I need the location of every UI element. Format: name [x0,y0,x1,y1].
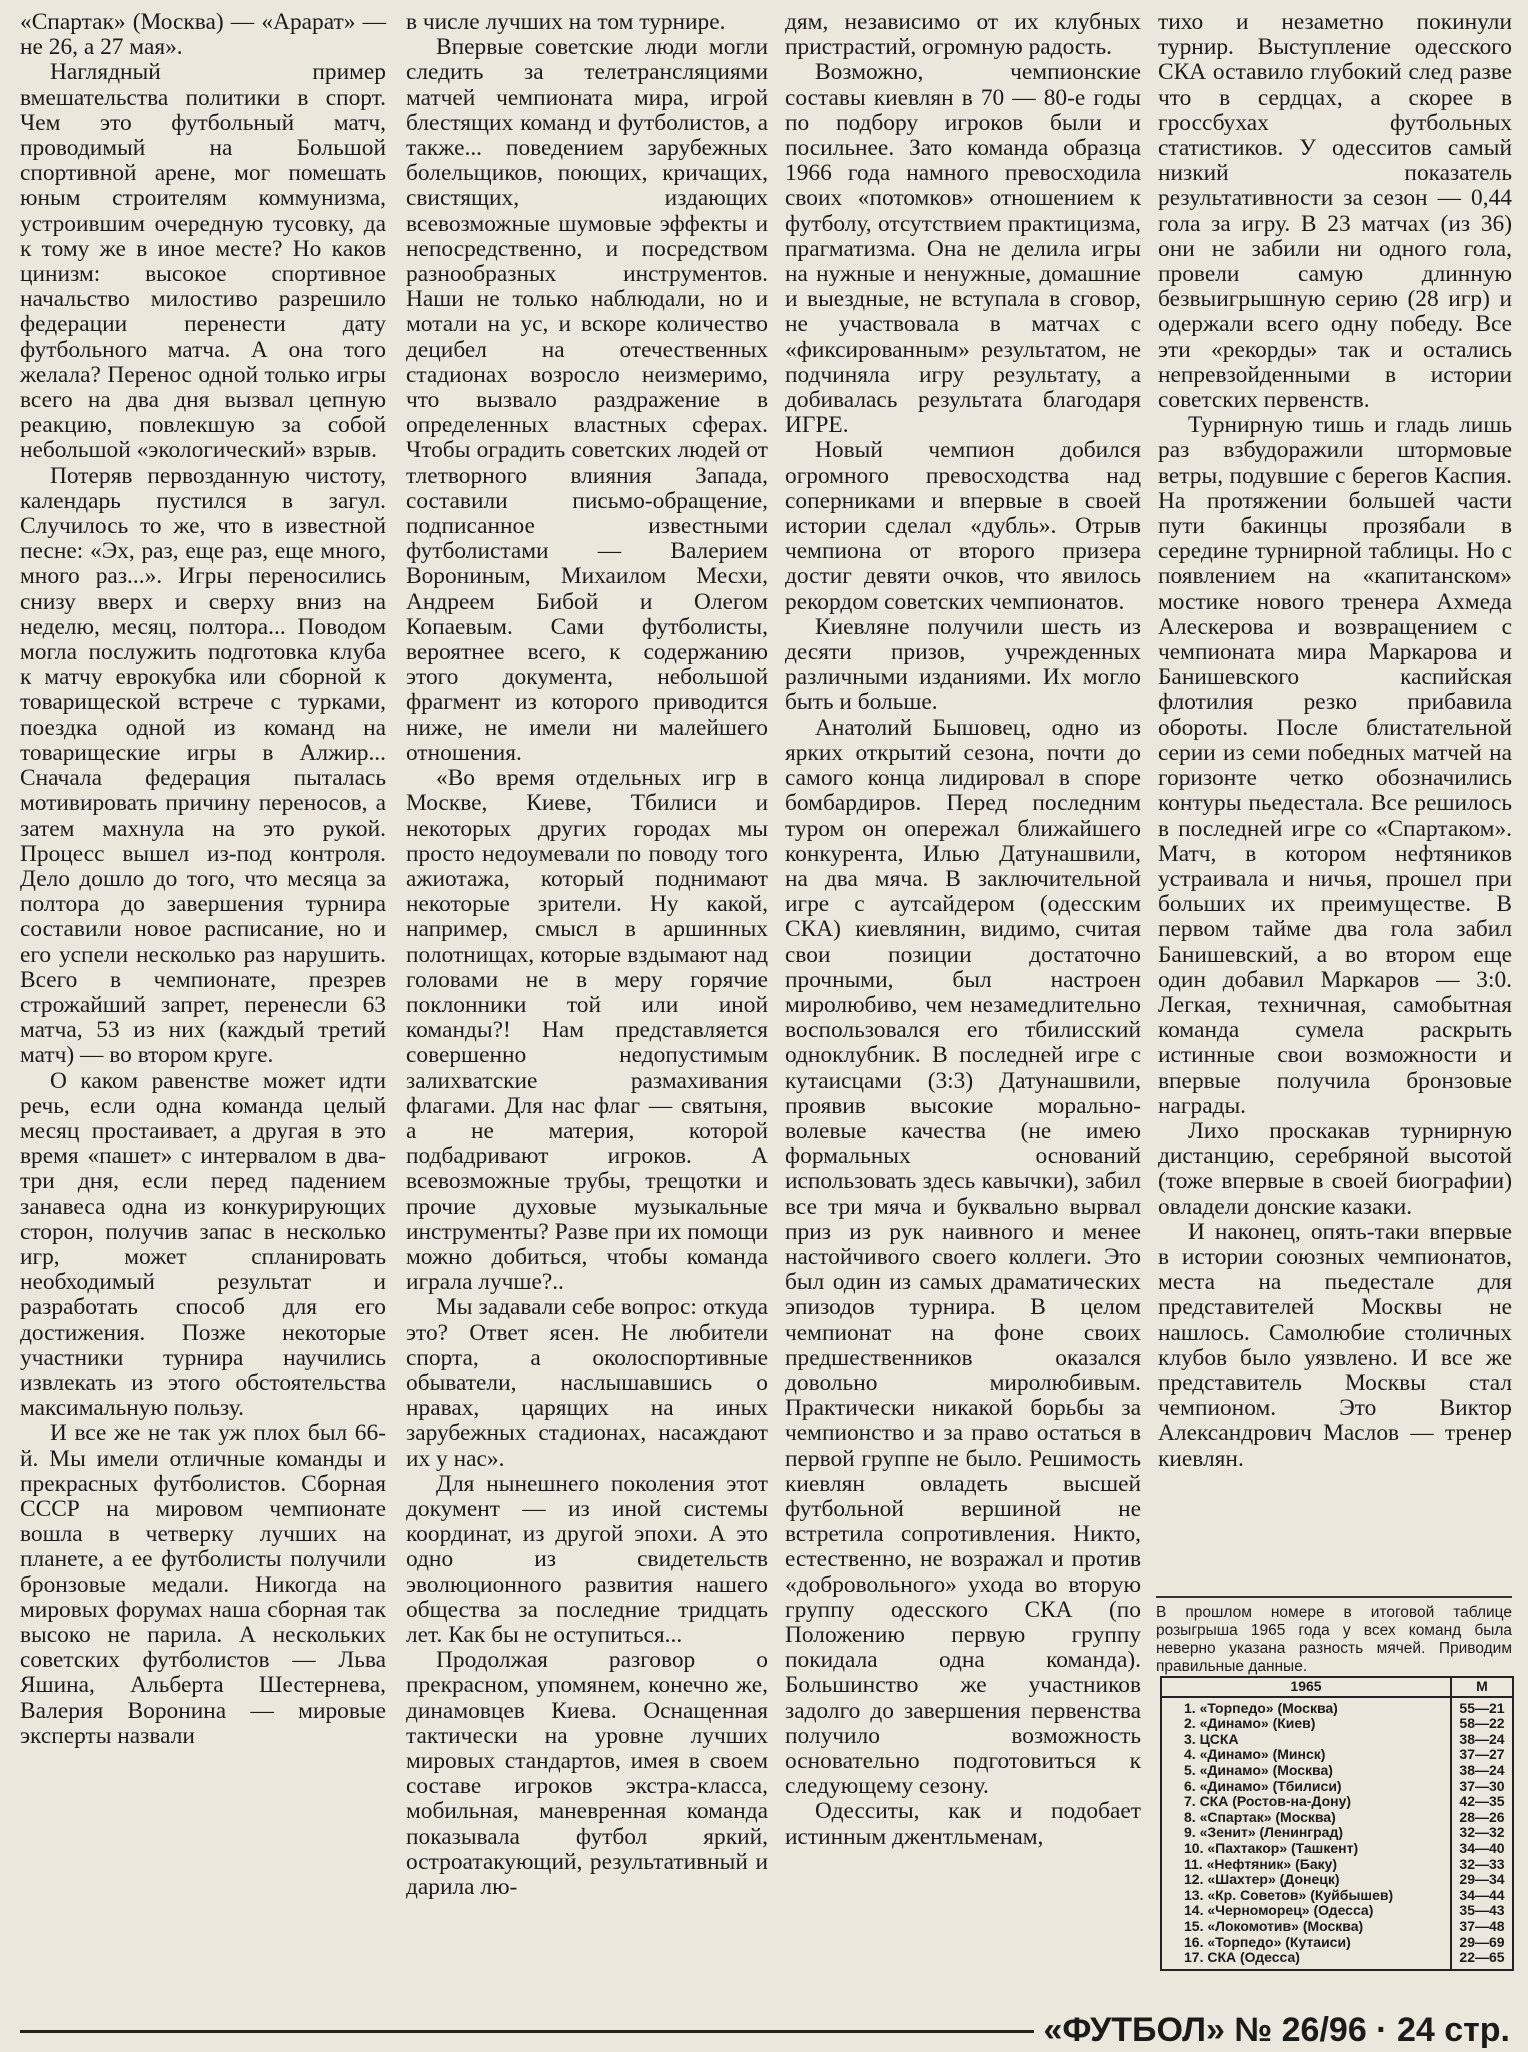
standings-goal-diff: 29—34 [1459,1871,1505,1888]
standings-goal-diff: 38—24 [1459,1761,1505,1778]
standings-team: 3. ЦСКА [1184,1730,1239,1747]
standings-goal-diff: 37—27 [1459,1746,1505,1763]
paragraph: Для нынешнего поколения этот документ — из иной системы координат, из другой эпохи. А это одно из свидетельств эволюционного развития нашего общества за последние тридцать лет. Как бы не оступиться... [406,1470,768,1648]
paragraph: Анатолий Бышовец, одно из ярких открытий сезона, почти до самого конца лидировал в споре бомбардиров. Перед последним туром он опережал ближайшего конкурента, Илью Датунашвили, на два мяча. В заключительной игре с аутсайдером (одесским СКА) киевлянин, видимо, считая свои позиции достаточно прочными, был настроен миролюбиво, чем незамедлительно воспользовался его тбилисский одноклубник. В последней игре с кутаисцами (3:3) Датунашвили, проявив высокие морально-волевые качества (не имею формальных оснований использовать здесь кавычки), забил все три мяча и буквально вырвал приз из рук наивного и менее настойчивого своего коллеги. Это был один из самых драматических эпизодов турнира. В целом чемпионат на фоне своих предшественников оказался довольно миролюбивым. Практически никакой борьбы за чемпионство и за право остаться в первой группе не было. Решимость киевлян овладеть высшей футбольной вершиной не встретила сопротивления. Никто, естественно, не возражал и против «добровольного» ухода во вторую группу одесского СКА (по Положению первую группу покидала одна команда). Большинство же участников задолго до завершения первенства получило возможность основательно подготовиться к следующему сезону. [785,714,1141,1800]
standings-goal-diff: 29—69 [1459,1933,1505,1950]
standings-team: 6. «Динамо» (Тбилиси) [1184,1777,1342,1794]
paragraph: Продолжая разговор о прекрасном, упомянем, конечно же, динамовцев Киева. Оснащенная тактически на уровне лучших мировых стандартов, имея в своем составе игроков экстра-класса, мобильная, маневренная команда показывала футбол яркий, остроатакующий, результативный и дарила лю- [406,1647,768,1901]
standings-team: 16. «Торпедо» (Кутаиси) [1184,1933,1351,1950]
standings-goal-diff: 22—65 [1459,1949,1505,1966]
standings-team: 1. «Торпедо» (Москва) [1184,1699,1338,1716]
standings-goal-diff: 55—21 [1459,1699,1505,1716]
standings-team: 13. «Кр. Советов» (Куйбышев) [1184,1886,1394,1903]
standings-teams [1162,1698,1452,1969]
standings-goal-diff: 38—24 [1459,1730,1505,1747]
standings-team: 14. «Черноморец» (Одесса) [1184,1902,1374,1919]
standings-goals [1452,1698,1512,1969]
standings-team: 10. «Пахтакор» (Ташкент) [1184,1839,1359,1856]
issue-footer: «ФУТБОЛ» № 26/96 · 24 стр. [1034,2010,1511,2050]
paragraph: «Во время отдельных игр в Москве, Киеве, Тбилиси и некоторых других городах мы просто недоумевали по поводу того ажиотажа, который поднимают некоторые зрители. Ну какой, например, смысл в аршинных полотнищах, которые вздымают над головами не в меру горячие поклонники той или иной команды?! Нам представляется совершенно недопустимым залихватские размахивания флагами. Для нас флаг — святыня, а не материя, которой подбадривают игроков. А всевозможные трубы, трещотки и прочие духовые музыкальные инструменты? Разве при их помощи можно добиться, чтобы команда играла лучше?.. [406,765,768,1296]
standings-team: 4. «Динамо» (Минск) [1184,1746,1326,1763]
standings-goal-diff: 34—44 [1459,1886,1505,1903]
standings-team: 2. «Динамо» (Киев) [1184,1715,1316,1732]
standings-year: 1965 [1162,1678,1452,1696]
text-column-3 [785,10,1141,1850]
paragraph: Турнирную тишь и гладь лишь раз взбудоражили штормовые ветры, подувшие с берегов Каспия. На протяжении большей части пути бакинцы прозябали в середине турнирной таблицы. Но с появлением на «капитанском» мостике нового тренера Ахмеда Алескерова и возвращением с чемпионата мира Маркарова и Банишевского каспийская флотилия резко прибавила обороты. После блистательной серии из семи победных матчей на горизонте четко обозначились контуры пьедестала. Все решилось в последней игре со «Спартаком». Матч, в котором нефтяников устраивала и ничья, прошел при больших их преимуществе. В первом тайме два гола забил Банишевский, а во втором еще один добавил Маркаров — 3:0. Легкая, техничная, самобытная команда сумела раскрыть истинные свои возможности и впервые получила бронзовые награды. [1158,412,1512,1119]
text-column-4 [1158,10,1512,1472]
standings-team: 5. «Динамо» (Москва) [1184,1761,1333,1778]
standings-goal-diff: 34—40 [1459,1839,1505,1856]
paragraph: Мы задавали себе вопрос: откуда это? Ответ ясен. Не любители спорта, а околоспортивные обыватели, наслышавшись о нравах, царящих на иных зарубежных стадионах, насаждают их у нас». [406,1294,768,1472]
text-column-2 [406,10,768,1900]
paragraph: «Спартак» (Москва) — «Арарат» — не 26, а 27 мая». [20,9,386,61]
footer-rule [20,2030,1040,2033]
paragraph: И все же не так уж плох был 66-й. Мы имели отличные команды и прекрасных футболистов. Сборная СССР на мировом чемпионате вошла в четверку лучших на планете, а ее футболисты получили бронзовые медали. Никогда на мировых форумах наша сборная так высоко не парила. А нескольких советских футболистов — Льва Яшина, Альберта Шестернева, Валерия Воронина — мировые эксперты назвали [20,1420,386,1749]
paragraph: Лихо проскакав турнирную дистанцию, серебряной высотой (тоже впервые в своей биографии) овладели донские казаки. [1158,1117,1512,1220]
standings-team: 17. СКА (Одесса) [1184,1949,1300,1966]
standings-goal-diff: 58—22 [1459,1715,1505,1732]
standings-goal-diff: 32—33 [1459,1855,1505,1872]
standings-team: 12. «Шахтер» (Донецк) [1184,1871,1340,1888]
standings-body [1162,1698,1512,1969]
paragraph: Потеряв первозданную чистоту, календарь пустился в загул. Случилось то же, что в известной песне: «Эх, раз, еще раз, еще много, много раз...». Игры переносились снизу вверх и сверху вниз на неделю, месяц, полтора... Поводом могла послужить подготовка клуба к матчу еврокубка или сборной к товарищеской встрече с турками, поездка одной из команд на товарищеские игры в Алжир... Сначала федерация пыталась мотивировать причину переносов, а затем махнула на это рукой. Процесс вышел из-под контроля. Дело дошло до того, что месяца за полтора до завершения турнира составили новое расписание, но и его успели несколько раз нарушить. Всего в чемпионате, презрев строжайший запрет, перенесли 63 матча, 53 из них (каждый третий матч) — во втором круге. [20,462,386,1069]
paragraph: Новый чемпион добился огромного превосходства над соперниками и впервые в своей истории сделал «дубль». Отрыв чемпиона от второго призера достиг девяти очков, что явилось рекордом советских чемпионатов. [785,437,1141,615]
paragraph: дям, независимо от их клубных пристрастий, огромную радость. [785,9,1141,61]
standings-team: 7. СКА (Ростов-на-Дону) [1184,1793,1352,1810]
standings-goal-diff: 35—43 [1459,1902,1505,1919]
standings-team: 9. «Зенит» (Ленинград) [1184,1824,1344,1841]
text-column-1 [20,10,386,1749]
standings-goal-diff: 37—30 [1459,1777,1505,1794]
paragraph: О каком равенстве может идти речь, если одна команда целый месяц простаивает, а другая в это время «пашет» с интервалом в два-три дня, если перед падением занавеса одна из конкурирующих сторон, получив запас в несколько игр, может спланировать необходимый результат и разработать способ для его достижения. Позже некоторые участники турнира научились извлекать из этого обстоятельства максимальную пользу. [20,1067,386,1422]
standings-table [1160,1676,1514,1971]
paragraph: Наглядный пример вмешательства политики в спорт. Чем это футбольный матч, проводимый на Большой спортивной арене, мог помешать юным строителям коммунизма, устроившим очередную тусовку, да к тому же в иное месте? Но каков цинизм: высокое спортивное начальство милостиво разрешило федерации перенести дату футбольного матча. А она того желала? Перенос одной только игры всего на два дня вызвал цепную реакцию, повлекшую за собой небольшой «экологический» взрыв. [20,59,386,464]
paragraph: тихо и незаметно покинули турнир. Выступление одесского СКА оставило глубокий след разве что в сердцах, а скорее в гроссбухах футбольных статистиков. У одесситов самый низкий показатель результативности за сезон — 0,44 гола за игру. В 23 матчах (из 36) они не забили ни одного гола, провели самую длинную безвыигрышную серию (28 игр) и одержали всего одну победу. Все эти «рекорды» так и остались непревзойденными в истории советских первенств. [1158,9,1512,414]
paragraph: в числе лучших на том турнире. [406,9,726,35]
standings-goals-header: М [1476,1678,1488,1694]
standings-goal-diff: 32—32 [1459,1824,1505,1841]
standings-goal-diff: 42—35 [1459,1793,1505,1810]
standings-team: 15. «Локомотив» (Москва) [1184,1917,1364,1934]
standings-goal-diff: 28—26 [1459,1808,1505,1825]
standings-team: 11. «Нефтяник» (Баку) [1184,1855,1338,1872]
paragraph: Впервые советские люди могли следить за телетрансляциями матчей чемпионата мира, игрой блестящих команд и футболистов, а также... поведением зарубежных болельщиков, поющих, кричащих, свистящих, издающих всевозможные шумовые эффекты и непосредственно, и посредством разнообразных инструментов. Наши не только наблюдали, но и мотали на ус, и вскоре количество децибел на отечественных стадионах возросло неизмеримо, что вызвало раздражение в определенных властных сферах. Чтобы оградить советских людей от тлетворного влияния Запада, составили письмо-обращение, подписанное известными футболистами — Валерием Ворониным, Михаилом Месхи, Андреем Бибой и Олегом Копаевым. Сами футболисты, вероятнее всего, к содержанию этого документа, небольшой фрагмент из которого приводится ниже, не имели ни малейшего отношения. [406,34,768,766]
standings-header [1162,1678,1512,1698]
standings-team: 8. «Спартак» (Москва) [1184,1808,1336,1825]
paragraph: И наконец, опять-таки впервые в истории союзных чемпионатов, места на пьедестале для представителей Москвы не нашлось. Самолюбие столичных клубов было уязвлено. И все же представитель Москвы стал чемпионом. Это Виктор Александрович Маслов — тренер киевлян. [1158,1218,1512,1472]
correction-note: В прошлом номере в итоговой таблице розыгрыша 1965 года у всех команд была неверно указана разность мячей. Приводим правильные данные. [1156,1596,1512,1676]
paragraph: Возможно, чемпионские составы киевлян в 70 — 80-е годы по подбору игроков были и посильнее. Зато команда образца 1966 года намного превосходила своих «потомков» отношением к футболу, отсутствием практицизма, прагматизма. Она не делила игры на нужные и ненужные, домашние и выездные, не вступала в сговор, не участвовала в матчах с «фиксированным» результатом, не подчиняла игру результату, а добивалась результата благодаря ИГРЕ. [785,59,1141,439]
paragraph: Одесситы, как и подобает истинным джентльменам, [785,1798,1141,1850]
standings-goal-diff: 37—48 [1459,1917,1505,1934]
paragraph: Киевляне получили шесть из десяти призов, учрежденных различными изданиями. Их могло быть и больше. [785,613,1141,716]
